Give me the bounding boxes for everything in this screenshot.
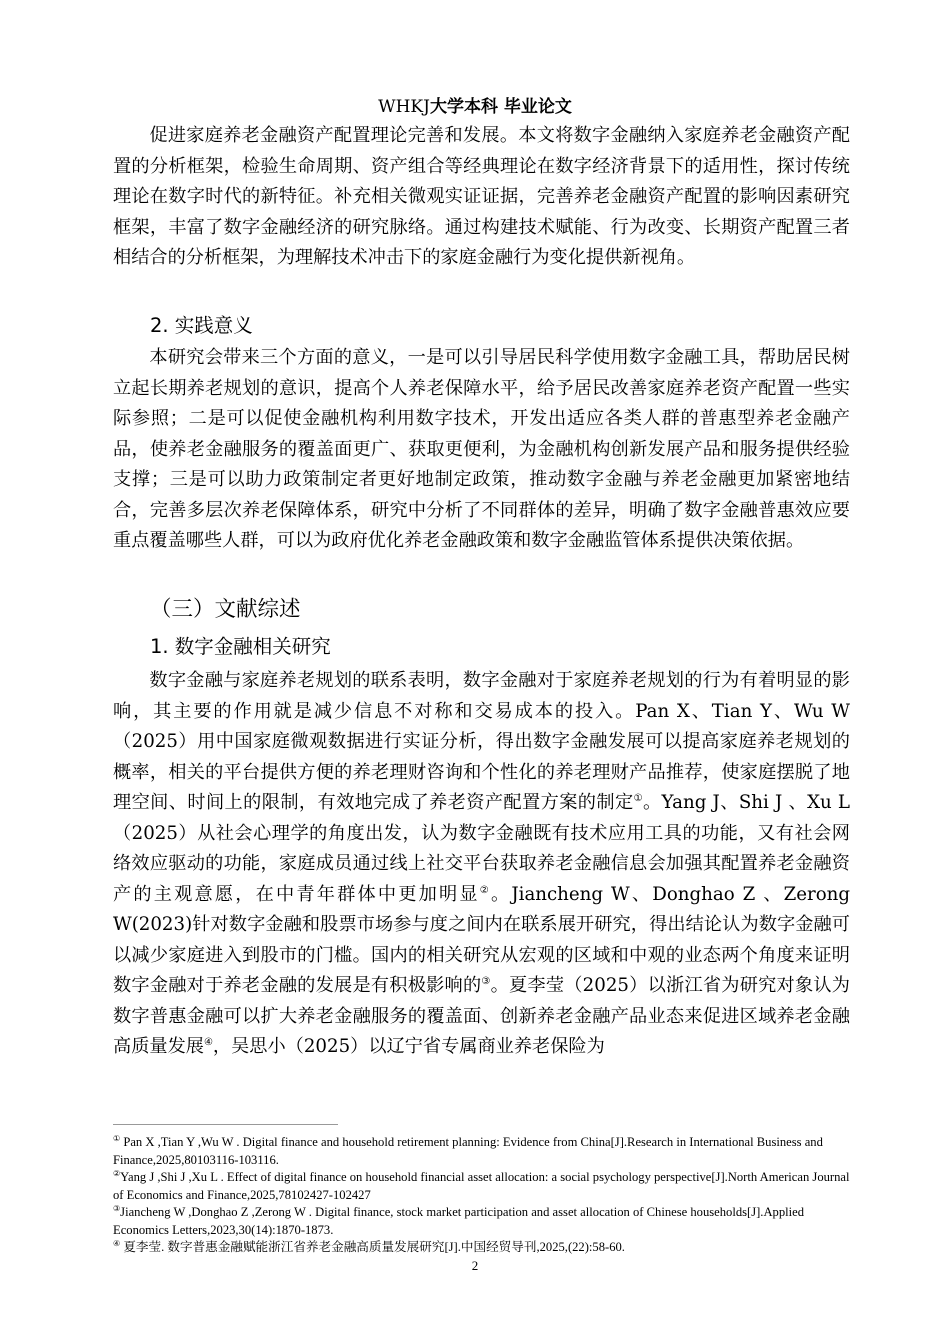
footnote-item xyxy=(113,1169,850,1204)
practice-paragraph xyxy=(113,343,850,557)
paragraph-text: 促进家庭养老金融资产配置理论完善和发展。本文将数字金融纳入家庭养老金融资产配置的分析框架，检验生命周期、资产组合等经典理论在数字经济背景下的适用性，探讨传统理论在数字时代的新特征。补充相关微观实证证据，完善养老金融资产配置的影响因素研究框架，丰富了数字金融经济的研究脉络。通过构建技术赋能、行为改变、长期资产配置三者相结合的分析框架，为理解技术冲击下的家庭金融行为变化提供新视角。 xyxy=(113,125,850,268)
footnote-text: Yang J ,Shi J ,Xu L . Effect of digital finance on household financial asset allocation: a social psychology perspective[J].North American Journal of Economics and Finance,2025,78102427-102427 xyxy=(113,1170,850,1202)
review-paragraph xyxy=(113,666,850,1063)
footnote-text: 夏李莹. 数字普惠金融赋能浙江省养老金融高质量发展研究[J].中国经贸导刊,2025,(22):58-60. xyxy=(120,1240,625,1254)
footnote-ref[interactable]: ③ xyxy=(481,975,491,987)
paragraph-text xyxy=(113,666,850,1063)
review-sentence: ，吴思小（2025）以辽宁省专属商业养老保险为 xyxy=(212,1036,605,1057)
heading-text: 1. 数字金融相关研究 xyxy=(150,635,331,658)
footnote-mark: ① xyxy=(113,1133,121,1143)
footnote-ref[interactable]: ② xyxy=(479,884,491,896)
review-sentence: 。Yang J、Shi J 、Xu L（2025）从社会心理学的角度出发，认为数字金融既有技术应用工具的功能，又有社会网络效应驱动的功能，家庭成员通过线上社交平台获取养老金融信息会加强其配置养老金融资产的主观意愿，在中青年群体中更加明显 xyxy=(113,792,850,905)
footnotes xyxy=(113,1134,850,1257)
page-header xyxy=(0,96,950,118)
theory-paragraph xyxy=(113,121,850,274)
heading-literature-review xyxy=(150,594,887,626)
footnote-ref[interactable]: ① xyxy=(633,792,643,804)
header-title: 大学本科 毕业论文 xyxy=(429,97,572,117)
review-sentence: 数字金融与家庭养老规划的联系表明，数字金融对于家庭养老规划的行为有着明显的影响，其主要的作用就是减少信息不对称和交易成本的投入。Pan X、Tian Y、Wu W（2025）用中国家庭微观数据进行实证分析，得出数字金融发展可以提高家庭养老规划的概率，相关的平台提供方便的养老理财咨询和个性化的养老理财产品推荐，使家庭摆脱了地理空间、时间上的限制，有效地完成了养老资产配置方案的制定 xyxy=(113,670,850,813)
footnote-divider xyxy=(113,1124,338,1125)
footnote-text: Jiancheng W ,Donghao Z ,Zerong W . Digital finance, stock market participation and asset allocation of Chinese households[J].Applied Economics Letters,2023,30(14):1870-1873. xyxy=(113,1205,805,1237)
heading-text: （三）文献综述 xyxy=(150,597,301,622)
heading-digital-finance xyxy=(150,632,887,662)
paragraph-text: 本研究会带来三个方面的意义，一是可以引导居民科学使用数字金融工具，帮助居民树立起长期养老规划的意识，提高个人养老保障水平，给予居民改善家庭养老资产配置一些实际参照；二是可以促使金融机构利用数字技术，开发出适应各类人群的普惠型养老金融产品，使养老金融服务的覆盖面更广、获取更便利，为金融机构创新发展产品和服务提供经验支撑；三是可以助力政策制定者更好地制定政策，推动数字金融与养老金融更加紧密地结合，完善多层次养老保障体系，研究中分析了不同群体的差异，明确了数字金融普惠效应要重点覆盖哪些人群，可以为政府优化养老金融政策和数字金融监管体系提供决策依据。 xyxy=(113,347,850,551)
footnote-mark: ② xyxy=(113,1168,121,1178)
footnote-item xyxy=(113,1204,850,1239)
review-sentence: 。夏李莹（2025）以浙江省为研究对象认为数字普惠金融可以扩大养老金融服务的覆盖面、创新养老金融产品业态来促进区域养老金融高质量发展 xyxy=(113,975,850,1057)
footnote-mark: ④ xyxy=(113,1238,121,1248)
heading-text: 2. 实践意义 xyxy=(150,314,253,337)
page-number: 2 xyxy=(471,1258,479,1273)
heading-practice xyxy=(150,311,887,341)
footnote-mark: ③ xyxy=(113,1203,121,1213)
footnote-text: Pan X ,Tian Y ,Wu W . Digital finance and household retirement planning: Evidence from China[J].Research in International Business and Finance,2025,80103116-103116. xyxy=(113,1135,823,1167)
footnote-ref[interactable]: ④ xyxy=(203,1036,213,1048)
review-sentence: 。Jiancheng W、Donghao Z 、Zerong W(2023)针对数字金融和股票市场参与度之间内在联系展开研究，得出结论认为数字金融可以减少家庭进入到股市的门槛。国内的相关研究从宏观的区域和中观的业态两个角度来证明数字金融对于养老金融的发展是有积极影响的 xyxy=(113,883,850,996)
header-prefix: WHKJ xyxy=(378,97,430,117)
footnote-item xyxy=(113,1134,850,1169)
footnote-item xyxy=(113,1239,850,1257)
